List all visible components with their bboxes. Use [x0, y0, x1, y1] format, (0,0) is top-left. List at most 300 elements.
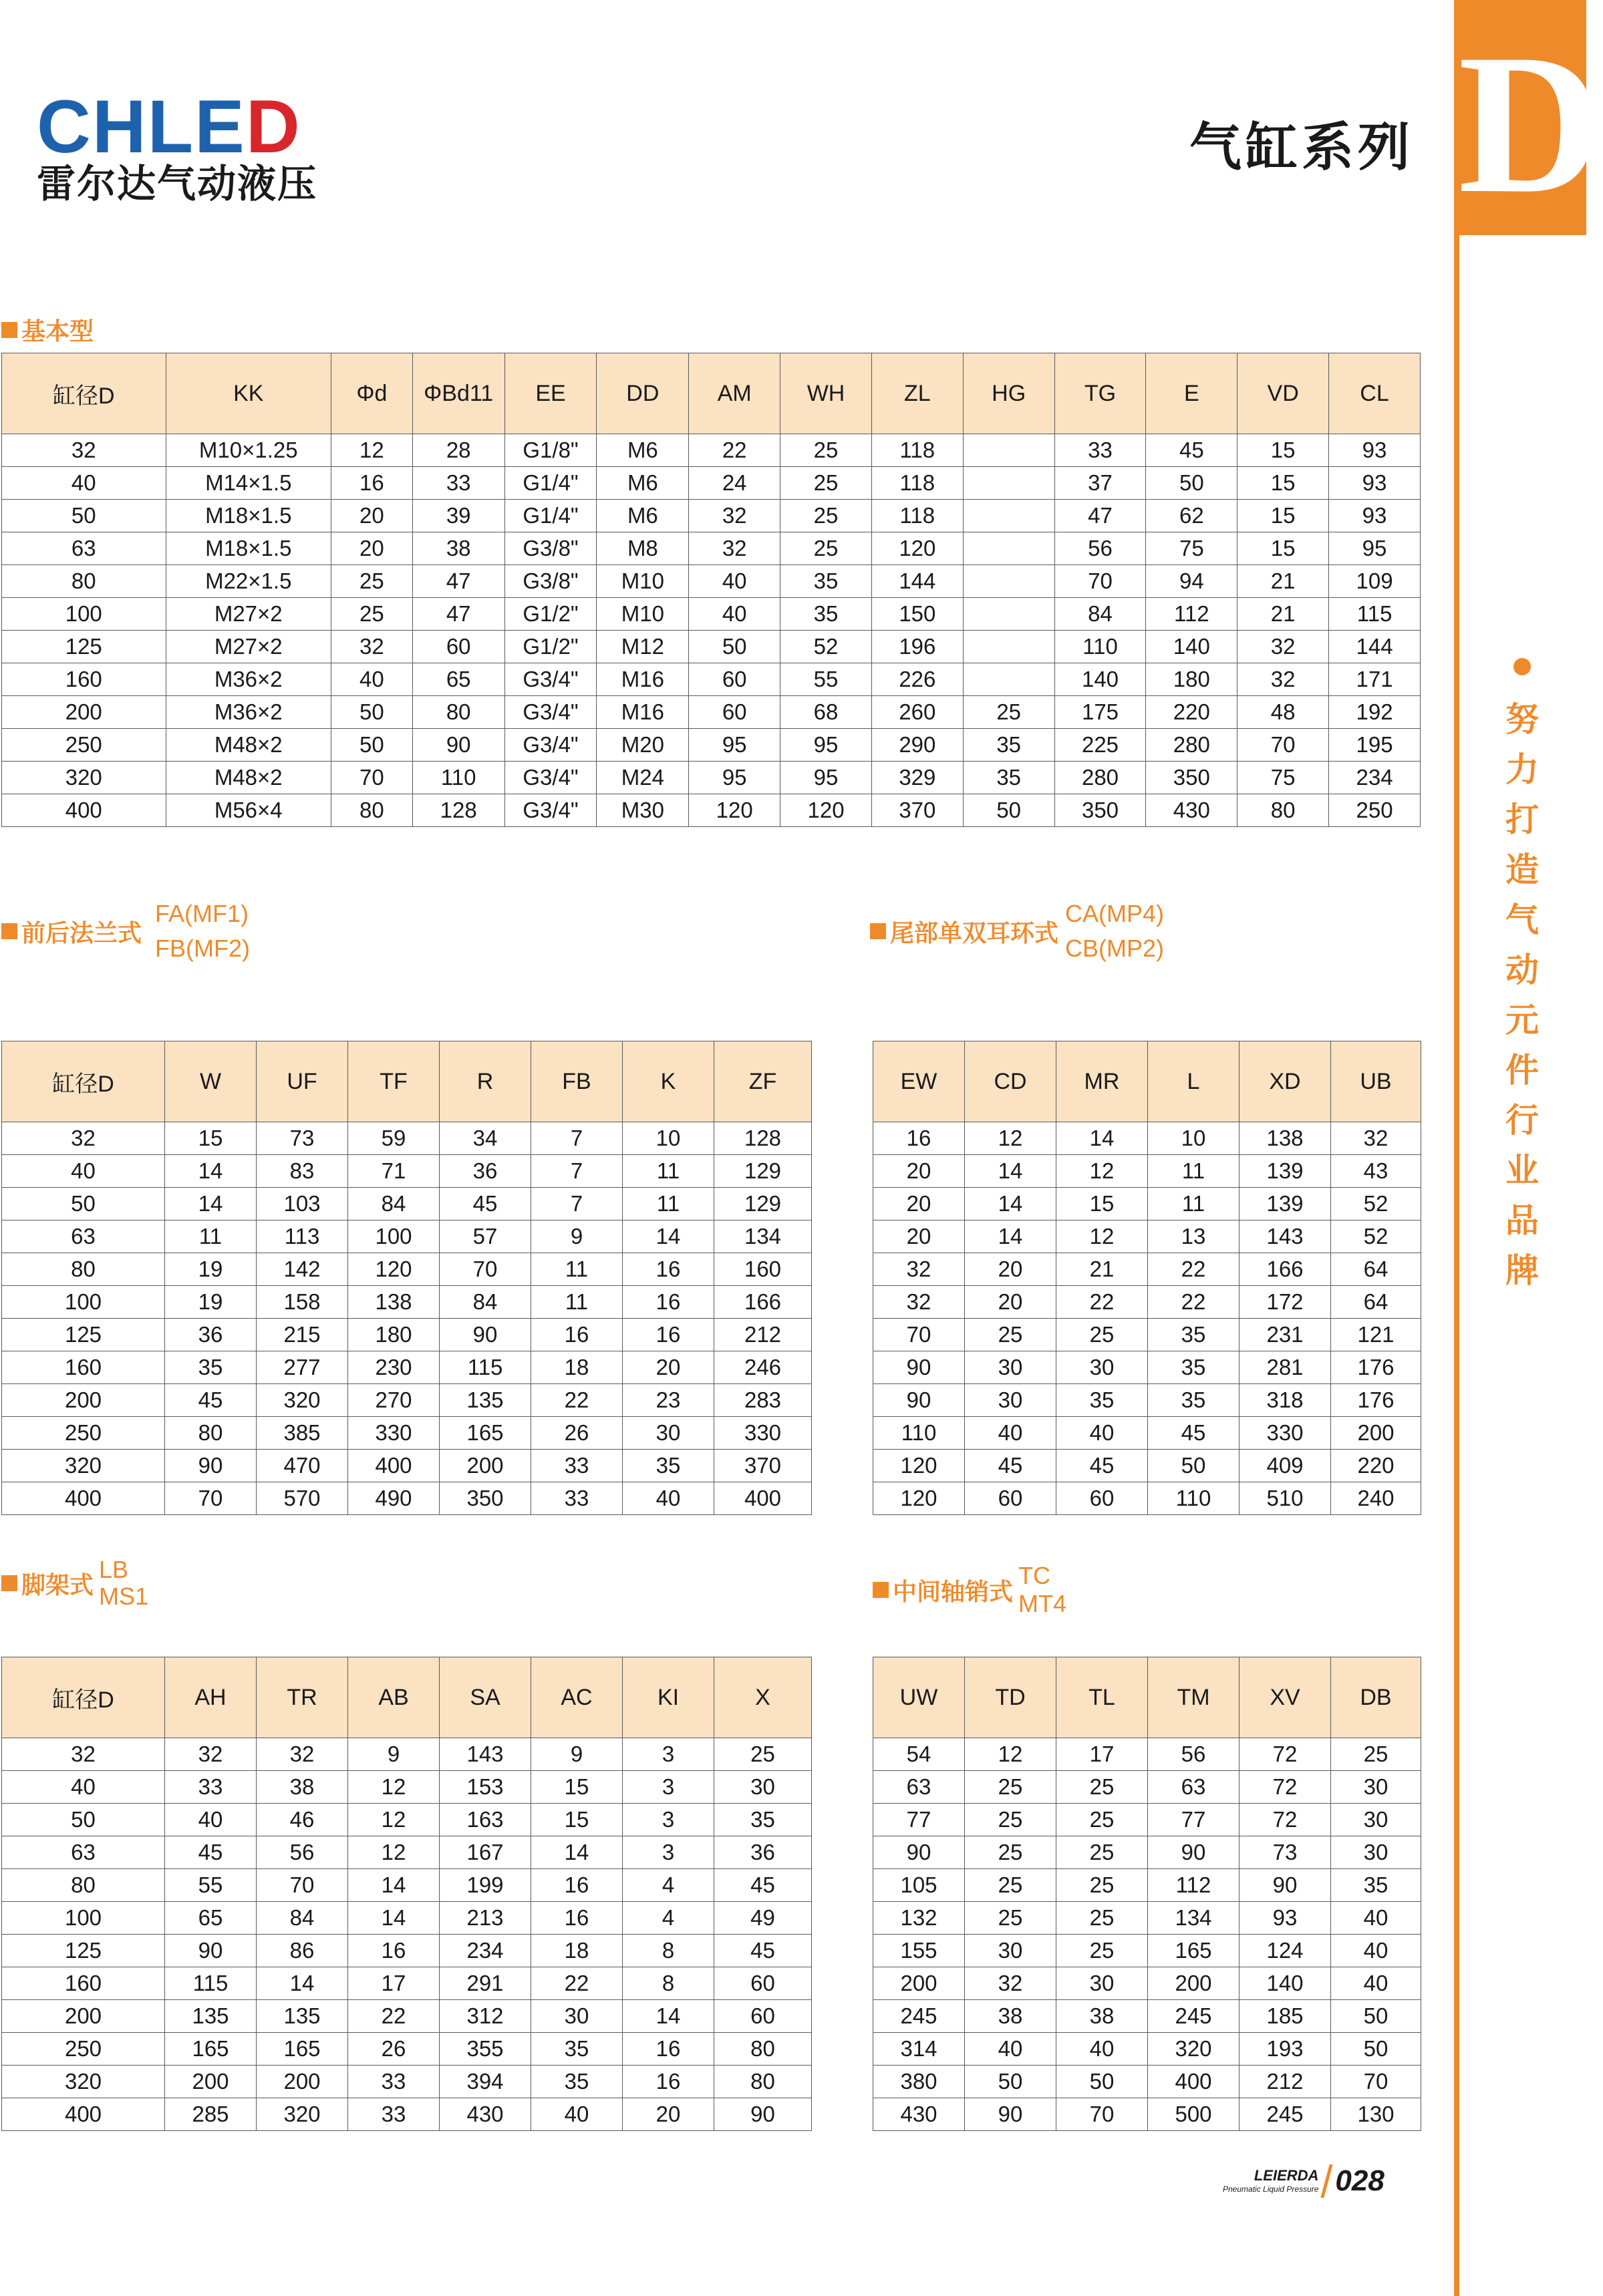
table-cell: 36 [165, 1319, 257, 1351]
table-cell: 25 [780, 467, 872, 500]
table-cell: 320 [2, 762, 166, 794]
table-cell: 144 [1329, 631, 1421, 663]
table-cell: 10 [1148, 1122, 1240, 1155]
table-cell [963, 532, 1054, 565]
table-row [2, 1417, 812, 1450]
table-cell: 370 [871, 794, 963, 827]
table-cell: 30 [1056, 1351, 1148, 1384]
table-cell: 220 [1331, 1450, 1421, 1482]
table-cell: 90 [165, 1935, 257, 1967]
table-row [2, 631, 1421, 663]
table-cell: 250 [2, 2033, 165, 2066]
table-cell: 172 [1240, 1286, 1331, 1319]
table-header-row [2, 1041, 812, 1122]
table-cell: 30 [1331, 1804, 1421, 1836]
table-cell: 15 [1237, 467, 1329, 500]
table-cell: 20 [873, 1155, 965, 1188]
table-cell: 115 [440, 1351, 531, 1384]
table-row [2, 598, 1421, 631]
table-cell: M16 [597, 696, 689, 729]
table-cell: 11 [1148, 1188, 1240, 1220]
table-cell: 185 [1240, 2000, 1331, 2033]
table-row [873, 1836, 1421, 1869]
section-name: 中间轴销式 [893, 1577, 1014, 1605]
table-cell: 400 [348, 1450, 440, 1482]
table-cell: 12 [348, 1836, 440, 1869]
table-cell: 16 [531, 1319, 623, 1351]
table-cell: 60 [714, 2000, 812, 2033]
table-cell: 380 [873, 2066, 965, 2098]
table-row [2, 565, 1421, 598]
table-cell: 320 [2, 2066, 165, 2098]
footer-brand-name: LEIERDA [1254, 2167, 1319, 2184]
table-cell: 155 [873, 1935, 965, 1967]
table-cell: 160 [2, 1351, 165, 1384]
table-cell: 30 [1056, 1967, 1148, 2000]
table-cell: 64 [1331, 1286, 1421, 1319]
table-cell: 70 [1056, 2098, 1148, 2131]
table-cell: 25 [780, 532, 872, 565]
table-cell: 110 [412, 762, 504, 794]
table-cell: M36×2 [166, 696, 331, 729]
table-cell: 290 [871, 729, 963, 762]
table-cell: 30 [531, 2000, 623, 2033]
table-cell: 160 [2, 1967, 165, 2000]
slogan-char: 业 [1505, 1152, 1539, 1189]
table-cell: 50 [1056, 2066, 1148, 2098]
table-cell: 160 [2, 663, 166, 696]
table-row [2, 1188, 812, 1220]
table-cell: 40 [623, 1482, 714, 1515]
table-cell: 320 [257, 1384, 348, 1417]
table-cell: 180 [1146, 663, 1237, 696]
column-header: FB [531, 1041, 623, 1122]
table-cell: 22 [1148, 1286, 1240, 1319]
table-cell: 33 [348, 2098, 440, 2131]
table-cell: 160 [714, 1253, 812, 1286]
table-cell: 30 [1331, 1771, 1421, 1804]
table-cell: 180 [348, 1319, 440, 1351]
table-cell: 135 [257, 2000, 348, 2033]
table-cell: 385 [257, 1417, 348, 1450]
table-cell: 28 [412, 434, 504, 467]
column-header: UW [873, 1657, 965, 1738]
table-cell: 3 [623, 1836, 714, 1869]
table-cell: G1/2" [504, 631, 597, 663]
table-cell: M6 [597, 467, 689, 500]
column-header: TR [257, 1657, 348, 1738]
column-header: R [440, 1041, 531, 1122]
table-cell: 52 [780, 631, 872, 663]
table-cell: 15 [1237, 532, 1329, 565]
table-cell: M6 [597, 500, 689, 532]
table-cell: 84 [440, 1286, 531, 1319]
table-cell: 176 [1331, 1384, 1421, 1417]
table-cell: 25 [1056, 1319, 1148, 1351]
table-cell: 70 [1054, 565, 1146, 598]
table-cell: 32 [1237, 663, 1329, 696]
table-cell: 12 [965, 1738, 1056, 1771]
table-row [873, 1482, 1421, 1515]
table-cell: G3/4" [504, 762, 597, 794]
table-cell: 400 [2, 794, 166, 827]
column-header: ΦBd11 [412, 353, 504, 434]
table-cell: 14 [348, 1902, 440, 1935]
table-cell: 281 [1240, 1351, 1331, 1384]
table-cell: 32 [873, 1253, 965, 1286]
table-cell: 200 [873, 1967, 965, 2000]
section-tab-letter: D [1458, 13, 1603, 234]
table-cell: 25 [780, 500, 872, 532]
table-cell: 18 [531, 1935, 623, 1967]
table-cell: 90 [873, 1384, 965, 1417]
table-cell: 33 [348, 2066, 440, 2098]
table-cell: 314 [873, 2033, 965, 2066]
table-cell: 56 [1054, 532, 1146, 565]
table-cell: M18×1.5 [166, 532, 331, 565]
table-row [2, 1253, 812, 1286]
table-row [2, 663, 1421, 696]
table-cell: 400 [2, 2098, 165, 2131]
table-cell: 283 [714, 1384, 812, 1417]
table-cell: 192 [1329, 696, 1421, 729]
table-cell: 93 [1240, 1902, 1331, 1935]
table-cell: 143 [440, 1738, 531, 1771]
table-cell: 50 [1148, 1450, 1240, 1482]
table-row [2, 1836, 812, 1869]
column-header: L [1148, 1041, 1240, 1122]
table-cell: 25 [1056, 1935, 1148, 1967]
table-cell: 134 [1148, 1902, 1240, 1935]
table-row [2, 696, 1421, 729]
section-heading-basic [1, 313, 94, 347]
table-row [873, 1738, 1421, 1771]
column-header: XD [1240, 1041, 1331, 1122]
table-cell: 73 [1240, 1836, 1331, 1869]
table-cell: 510 [1240, 1482, 1331, 1515]
table-row [2, 2098, 812, 2131]
table-row [2, 1967, 812, 2000]
table-cell: 14 [965, 1220, 1056, 1253]
table-cell: 54 [873, 1738, 965, 1771]
table-row [873, 1935, 1421, 1967]
table-cell: 36 [440, 1155, 531, 1188]
table-cell: 113 [257, 1220, 348, 1253]
table-cell: 95 [689, 729, 780, 762]
bullet-square-icon [873, 1582, 889, 1598]
table-cell: 16 [531, 1902, 623, 1935]
table-cell [963, 663, 1054, 696]
table-cell: 260 [871, 696, 963, 729]
table-cell: 7 [531, 1122, 623, 1155]
table-cell: 25 [965, 1902, 1056, 1935]
table-row [873, 1417, 1421, 1450]
table-cell: 72 [1240, 1738, 1331, 1771]
slogan-bullet-icon [1513, 658, 1531, 675]
table-cell: 25 [331, 565, 413, 598]
table-cell: 570 [257, 1482, 348, 1515]
table-row [2, 2066, 812, 2098]
slogan-char: 气 [1505, 901, 1539, 939]
table-cell [963, 598, 1054, 631]
slogan-char: 牌 [1505, 1252, 1539, 1289]
table-cell: 45 [165, 1836, 257, 1869]
table-cell: 45 [965, 1450, 1056, 1482]
table-cell: 125 [2, 1319, 165, 1351]
table-cell: 112 [1148, 1869, 1240, 1902]
table-row [2, 1482, 812, 1515]
table-cell: 16 [623, 1253, 714, 1286]
table-cell: 12 [965, 1122, 1056, 1155]
table-cell: 63 [1148, 1771, 1240, 1804]
table-cell: 110 [873, 1417, 965, 1450]
table-cell: 32 [1237, 631, 1329, 663]
table-cell: 70 [331, 762, 413, 794]
table-cell: G3/4" [504, 794, 597, 827]
table-cell: 430 [440, 2098, 531, 2131]
table-row [2, 794, 1421, 827]
column-header: VD [1237, 353, 1329, 434]
table-cell: 175 [1054, 696, 1146, 729]
table-cell: 80 [714, 2033, 812, 2066]
table-cell: 90 [873, 1836, 965, 1869]
table-cell: 60 [689, 663, 780, 696]
table-cell: 70 [165, 1482, 257, 1515]
footer-divider [1321, 2164, 1333, 2198]
table-cell: 318 [1240, 1384, 1331, 1417]
table-cell: 430 [873, 2098, 965, 2131]
table-cell: 200 [1331, 1417, 1421, 1450]
company-logo [37, 85, 318, 208]
table-header-row [2, 1657, 812, 1738]
slogan-char: 行 [1505, 1102, 1539, 1139]
table-cell: 200 [440, 1450, 531, 1482]
footer-brand-tagline: Pneumatic Liquid Pressure [1223, 2184, 1319, 2194]
table-row [873, 1286, 1421, 1319]
table-cell: 128 [412, 794, 504, 827]
table-cell: 14 [348, 1869, 440, 1902]
table-cell: 153 [440, 1771, 531, 1804]
table-cell: G3/4" [504, 663, 597, 696]
table-cell: 50 [965, 2066, 1056, 2098]
table-cell: M56×4 [166, 794, 331, 827]
table-cell: 47 [1054, 500, 1146, 532]
table-cell: 139 [1240, 1188, 1331, 1220]
table-cell: 35 [780, 598, 872, 631]
table-cell: 285 [165, 2098, 257, 2131]
table-cell: G3/4" [504, 729, 597, 762]
table-cell: G3/8" [504, 532, 597, 565]
table-cell: 35 [963, 762, 1054, 794]
table-cell: 56 [257, 1836, 348, 1869]
table-cell: 120 [689, 794, 780, 827]
table-cell: 26 [531, 1417, 623, 1450]
column-header: W [165, 1041, 257, 1122]
table-cell [963, 434, 1054, 467]
table-row [873, 1122, 1421, 1155]
table-cell: 166 [714, 1286, 812, 1319]
table-cell: G3/4" [504, 696, 597, 729]
table-cell: 8 [623, 1967, 714, 2000]
table-cell: 50 [1146, 467, 1237, 500]
table-row [2, 1869, 812, 1902]
table-cell: 32 [331, 631, 413, 663]
table-cell: M48×2 [166, 762, 331, 794]
table-cell: 138 [1240, 1122, 1331, 1155]
table-cell: 22 [531, 1384, 623, 1417]
table-cell: 125 [2, 1935, 165, 1967]
table-cell: 14 [165, 1155, 257, 1188]
table-cell: 240 [1331, 1482, 1421, 1515]
table-cell: 355 [440, 2033, 531, 2066]
table-cell: 56 [1148, 1738, 1240, 1771]
table-cell: 199 [440, 1869, 531, 1902]
table-cell: 15 [531, 1804, 623, 1836]
table-cell: 312 [440, 2000, 531, 2033]
section-heading-trunnion [873, 1562, 1066, 1618]
column-header: TL [1056, 1657, 1148, 1738]
table-cell: 25 [965, 1869, 1056, 1902]
column-header: X [714, 1657, 812, 1738]
table-cell: 158 [257, 1286, 348, 1319]
table-cell: 35 [623, 1450, 714, 1482]
table-row [873, 1351, 1421, 1384]
table-cell: 165 [1148, 1935, 1240, 1967]
slogan-char: 件 [1505, 1051, 1539, 1089]
table-cell: 80 [412, 696, 504, 729]
table-cell: 60 [689, 696, 780, 729]
table-cell: 135 [165, 2000, 257, 2033]
table-cell: 48 [1237, 696, 1329, 729]
table-cell: 132 [873, 1902, 965, 1935]
table-cell: 49 [714, 1902, 812, 1935]
table-cell: 139 [1240, 1155, 1331, 1188]
table-cell: 75 [1237, 762, 1329, 794]
table-cell: 57 [440, 1220, 531, 1253]
table-cell: 45 [714, 1935, 812, 1967]
table-cell: 40 [2, 1771, 165, 1804]
table-cell: 40 [1331, 1902, 1421, 1935]
table-cell: 124 [1240, 1935, 1331, 1967]
table-cell: 125 [2, 631, 166, 663]
section-heading-flange [1, 896, 250, 966]
table-cell: 80 [1237, 794, 1329, 827]
clevis-dimensions-table [873, 1041, 1421, 1515]
table-cell: 35 [1148, 1319, 1240, 1351]
section-code: MT4 [1018, 1590, 1067, 1617]
table-cell: 39 [412, 500, 504, 532]
table-cell: 166 [1240, 1253, 1331, 1286]
column-header: KI [623, 1657, 714, 1738]
table-cell: 11 [623, 1188, 714, 1220]
table-header-row [873, 1041, 1421, 1122]
table-cell: M18×1.5 [166, 500, 331, 532]
table-cell: 16 [348, 1935, 440, 1967]
table-cell: 246 [714, 1351, 812, 1384]
table-cell: 15 [1056, 1188, 1148, 1220]
table-cell: 20 [965, 1286, 1056, 1319]
table-cell: 38 [412, 532, 504, 565]
table-cell: M10 [597, 565, 689, 598]
section-code: MS1 [99, 1583, 149, 1610]
table-cell: 3 [623, 1738, 714, 1771]
table-cell: M30 [597, 794, 689, 827]
table-cell: 50 [2, 500, 166, 532]
table-row [2, 1804, 812, 1836]
column-header: WH [780, 353, 872, 434]
table-cell: 22 [348, 2000, 440, 2033]
table-row [2, 1738, 812, 1771]
column-header: Φd [331, 353, 413, 434]
table-cell: 11 [1148, 1155, 1240, 1188]
slogan-char: 努 [1505, 701, 1539, 738]
table-cell: 370 [714, 1450, 812, 1482]
column-header: 缸径D [2, 1041, 165, 1122]
table-cell: 80 [2, 1869, 165, 1902]
table-cell: 14 [965, 1155, 1056, 1188]
table-cell: 37 [1054, 467, 1146, 500]
table-cell: 329 [871, 762, 963, 794]
column-header: AM [689, 353, 780, 434]
table-cell: 43 [1331, 1155, 1421, 1188]
table-cell: 17 [348, 1967, 440, 2000]
table-cell: 15 [165, 1122, 257, 1155]
table-cell: 105 [873, 1869, 965, 1902]
table-cell: 8 [623, 1935, 714, 1967]
table-cell: 93 [1329, 500, 1421, 532]
table-cell: 14 [623, 1220, 714, 1253]
table-row [873, 1869, 1421, 1902]
table-cell: 40 [531, 2098, 623, 2131]
table-cell: 330 [1240, 1417, 1331, 1450]
table-cell: 52 [1331, 1220, 1421, 1253]
table-cell: 25 [965, 1771, 1056, 1804]
column-header: KK [166, 353, 331, 434]
table-row [873, 1967, 1421, 2000]
table-row [2, 1220, 812, 1253]
table-cell: 75 [1146, 532, 1237, 565]
table-cell: 32 [873, 1286, 965, 1319]
table-cell: 30 [623, 1417, 714, 1450]
table-row [873, 1220, 1421, 1253]
table-cell: 490 [348, 1482, 440, 1515]
slogan-char: 打 [1505, 801, 1539, 838]
table-cell: 38 [1056, 2000, 1148, 2033]
table-cell: 40 [2, 1155, 165, 1188]
column-header: DB [1331, 1657, 1421, 1738]
table-cell: 103 [257, 1188, 348, 1220]
table-cell: 220 [1146, 696, 1237, 729]
table-cell: 11 [165, 1220, 257, 1253]
table-cell: M10×1.25 [166, 434, 331, 467]
table-cell: 135 [440, 1384, 531, 1417]
table-cell: 14 [257, 1967, 348, 2000]
table-cell: 330 [348, 1417, 440, 1450]
table-cell: 200 [257, 2066, 348, 2098]
slogan-char: 力 [1505, 751, 1539, 788]
table-cell: 350 [440, 1482, 531, 1515]
table-cell: 9 [348, 1738, 440, 1771]
table-cell: 80 [331, 794, 413, 827]
table-cell: 62 [1146, 500, 1237, 532]
table-cell: 72 [1240, 1804, 1331, 1836]
table-cell: 35 [963, 729, 1054, 762]
foot-dimensions-table [1, 1657, 812, 2131]
table-cell: 77 [873, 1804, 965, 1836]
column-header: E [1146, 353, 1237, 434]
logo-wordmark-main: CHLE [37, 85, 246, 168]
table-cell: M10 [597, 598, 689, 631]
